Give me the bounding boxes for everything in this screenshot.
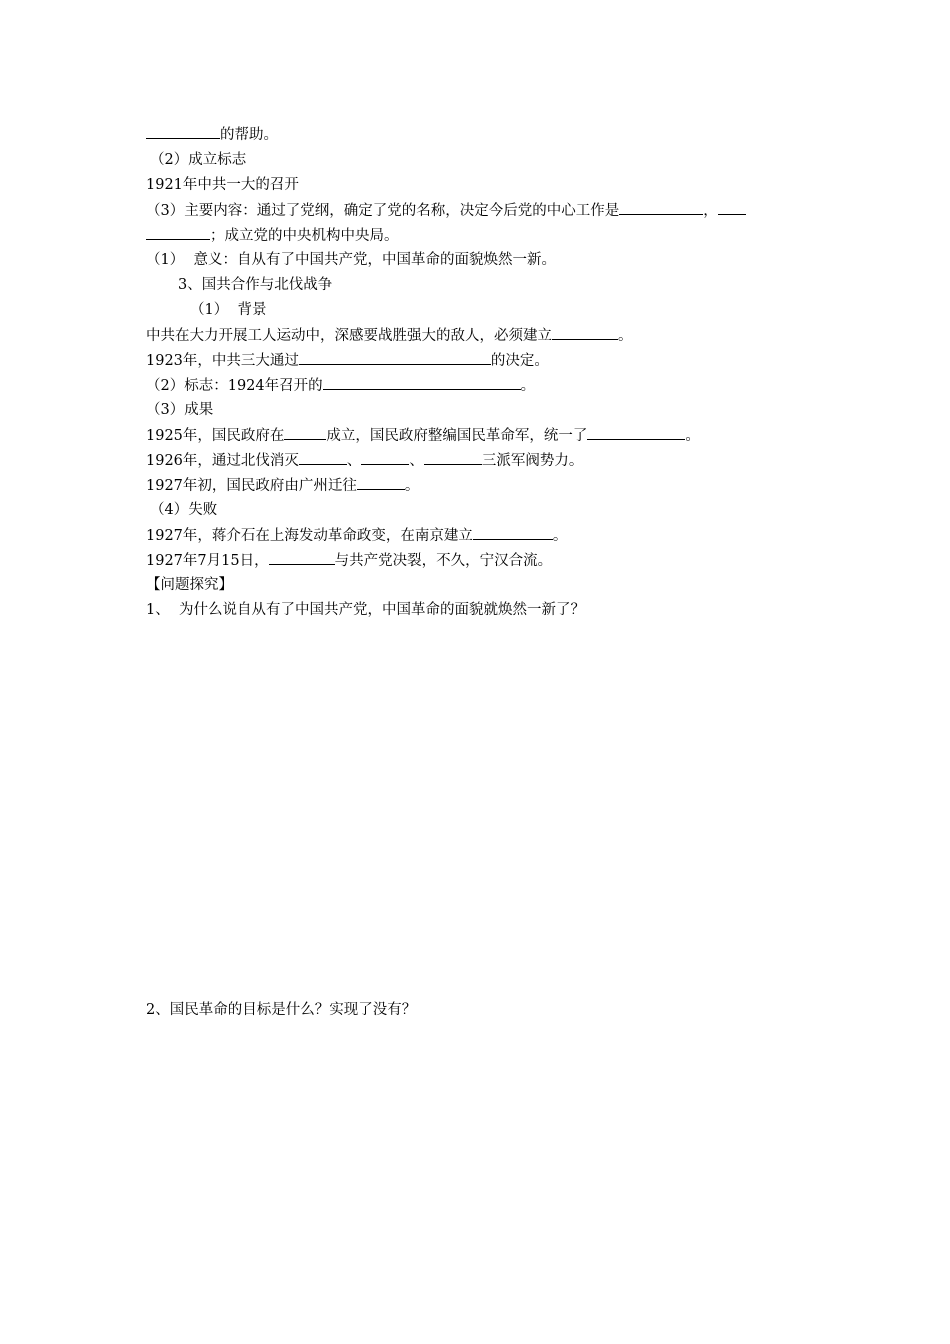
line-1927-july — [146, 550, 552, 571]
line-founding-sign: （2）成立标志 — [150, 152, 247, 168]
line-central-bureau — [146, 225, 399, 246]
line-main-content — [146, 200, 746, 221]
text: 的决定。 — [490, 353, 549, 369]
fill-blank[interactable] — [718, 200, 746, 215]
fill-blank[interactable] — [269, 550, 335, 565]
text: 。 — [552, 528, 568, 544]
line-help — [146, 124, 278, 145]
fill-blank[interactable] — [361, 450, 409, 465]
line-1925 — [146, 425, 700, 446]
question-1: 1、 为什么说自从有了中国共产党，中国革命的面貌就焕然一新了？ — [146, 602, 585, 618]
text: 1925年，国民政府在 — [146, 428, 285, 444]
text: 的帮助。 — [220, 127, 278, 143]
fill-blank[interactable] — [146, 124, 220, 139]
line-enemy — [146, 325, 633, 346]
line-results: （3）成果 — [146, 402, 214, 418]
line-1926 — [146, 450, 583, 471]
line-significance: （1） 意义：自从有了中国共产党，中国革命的面貌焕然一新。 — [146, 252, 556, 268]
fill-blank[interactable] — [552, 325, 618, 340]
text: ；成立党的中央机构中央局。 — [210, 228, 399, 244]
text: ， — [703, 203, 718, 219]
line-sign-1924 — [146, 375, 535, 396]
fill-blank[interactable] — [587, 425, 685, 440]
text: （3）主要内容：通过了党纲，确定了党的名称，决定今后党的中心工作是 — [146, 203, 620, 219]
text: 三派军阀势力。 — [481, 453, 584, 469]
text: 。 — [685, 428, 700, 444]
text: 中共在大力开展工人运动中，深感要战胜强大的敌人，必须建立 — [146, 328, 552, 344]
text: 。 — [618, 328, 633, 344]
fill-blank[interactable] — [299, 450, 347, 465]
text: 、 — [409, 453, 424, 469]
fill-blank[interactable] — [473, 525, 553, 540]
question-2: 2、国民革命的目标是什么？实现了没有？ — [146, 1002, 417, 1018]
text: （2）标志：1924年召开的 — [146, 378, 323, 394]
text: 成立，国民政府整编国民革命军，统一了 — [326, 428, 588, 444]
fill-blank[interactable] — [323, 375, 521, 390]
fill-blank[interactable] — [146, 225, 210, 240]
fill-blank[interactable] — [424, 450, 482, 465]
text: 1927年7月15日， — [146, 553, 269, 569]
text: 1926年，通过北伐消灭 — [146, 453, 299, 469]
line-1927-early — [146, 475, 419, 496]
text: 与共产党决裂，不久，宁汉合流。 — [334, 553, 553, 569]
text: 1923年，中共三大通过 — [146, 353, 299, 369]
line-1927-coup — [146, 525, 567, 546]
fill-blank[interactable] — [357, 475, 405, 490]
text: 。 — [404, 478, 420, 494]
text: 。 — [520, 378, 536, 394]
line-background: （1） 背景 — [190, 302, 267, 318]
text: 、 — [346, 453, 362, 469]
text: 1927年，蒋介石在上海发动革命政变，在南京建立 — [146, 528, 473, 544]
fill-blank[interactable] — [299, 350, 491, 365]
fill-blank[interactable] — [619, 200, 703, 215]
line-failure: （4）失败 — [150, 502, 218, 518]
line-first-congress: 1921年中共一大的召开 — [146, 177, 299, 193]
text: 1927年初，国民政府由广州迁往 — [146, 478, 357, 494]
fill-blank[interactable] — [284, 425, 326, 440]
line-third-congress — [146, 350, 549, 371]
section-heading: 3、国共合作与北伐战争 — [178, 277, 333, 293]
section-inquiry-heading: 【问题探究】 — [146, 577, 233, 593]
